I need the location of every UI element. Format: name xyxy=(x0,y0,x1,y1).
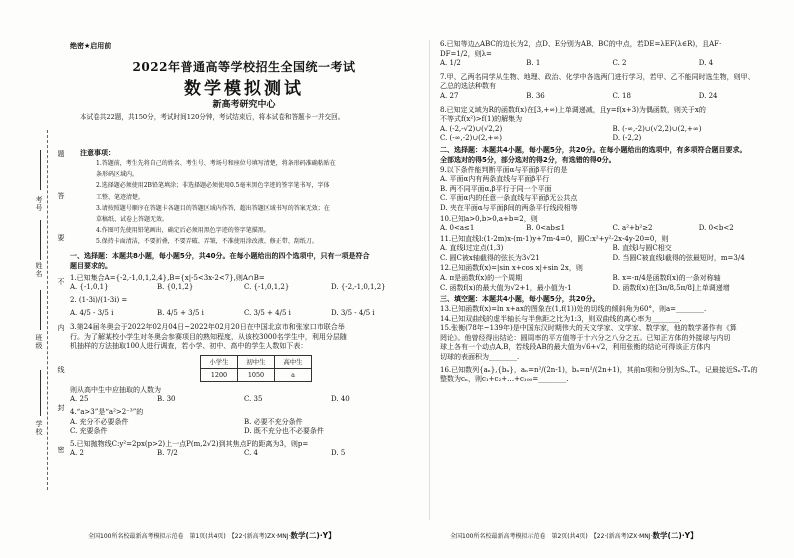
q16-line: 16.已知数列{aₙ},{bₙ}，aₙ=n²/(2n-1)，bₙ=n²/(2n+1)，其前n项和分别为Sₙ,Tₙ，记最接近Sₙ-Tₙ的 xyxy=(440,365,758,374)
seal-label-4: 不 xyxy=(57,278,65,286)
q7-option-b[interactable]: B. 36 xyxy=(526,91,545,100)
q8-line: 不等式f(x²)>f(1)的解集为 xyxy=(440,115,523,124)
section1-heading-cont: 题目要求的。 xyxy=(70,261,112,270)
q4-option-c[interactable]: C. 充要条件 xyxy=(70,427,108,436)
q3-table-header: 高中生 xyxy=(275,355,312,368)
q15-line: 15.张衡(78年~139年)是中国东汉时期伟大的天文学家、文学家、数学家，他的数学著作有《算 xyxy=(440,324,737,333)
notice-item: 草稿纸、试卷上答题无效。 xyxy=(96,216,169,224)
q3-ask: 则从高中生中应抽取的人数为 xyxy=(70,385,161,394)
q8-option-c[interactable]: C. (-∞,-2)∪(2,+∞) xyxy=(440,134,502,143)
seal-line xyxy=(47,130,48,490)
q7-option-c[interactable]: C. 18 xyxy=(612,91,631,100)
q2-options xyxy=(70,309,418,319)
exam-intro: 本试卷共22题，共150分，考试时间120分钟，考试结束后，将本试卷和答题卡一并交回。 xyxy=(80,113,345,121)
q12-option-b[interactable]: B. x=-π/4是函数f(x)的一条对称轴 xyxy=(612,274,721,283)
q3-table-header: 初中生 xyxy=(238,355,275,368)
q1-option-c[interactable]: C. {-1,0,1,2} xyxy=(244,283,290,292)
q7-options xyxy=(440,92,785,102)
footer-left-code: 数学(二)·Y】 xyxy=(290,531,336,540)
notice-item: 条形码区域内。 xyxy=(96,171,139,179)
q7-option-a[interactable]: A. 27 xyxy=(440,91,459,100)
q12-option-a[interactable]: A. π是函数f(x)的一个周期 xyxy=(440,274,523,283)
footer-right-text: 全国100所名校最新高考模拟示范卷 第2页(共4页) 【22·(新高考)ZX·MNJ· xyxy=(450,533,653,540)
q10-stem: 10.已知a>0,b>0,a+b=2，则 xyxy=(440,214,538,223)
q5-option-d[interactable]: D. 5 xyxy=(331,449,346,458)
q5-option-c[interactable]: C. 4 xyxy=(244,449,259,458)
column-divider xyxy=(429,40,430,520)
q12-options-row1 xyxy=(440,274,785,284)
q16-line: 整数为cₙ，则c₁+c₂+…+c₁₀₀=________. xyxy=(440,375,569,384)
q11-option-d[interactable]: D. 当圆C被直线l截得的弦最短时，m=3/4 xyxy=(612,253,745,262)
q7-line: 乙总的选法种数有 xyxy=(440,82,496,91)
field-exam-number-line xyxy=(40,150,41,190)
q4-option-b[interactable]: B. 必要不充分条件 xyxy=(244,417,303,426)
q9-option-c[interactable]: C. 平面α内的任意一条直线与平面β无公共点 xyxy=(440,194,578,203)
q5-options xyxy=(70,449,418,459)
q8-options-row1 xyxy=(440,125,785,135)
q1-options xyxy=(70,283,418,293)
q3-line: 机抽样的方法抽取100人进行调查，若小学、初中、高中的学生人数如下表： xyxy=(70,342,308,351)
q4-option-a[interactable]: A. 充分不必要条件 xyxy=(70,417,129,426)
notice-item: 2.选择题必须使用2B铅笔填涂；非选择题必须使用0.5毫米黑色字迹的签字笔书写，字体 xyxy=(96,182,330,190)
q8-line: 8.已知定义域为R的函数f(x)在[3,+∞)上单调递减，且y=f(x+3)为偶函数，则关于x的 xyxy=(440,105,706,114)
seal-label-3: 要 xyxy=(57,234,65,242)
q1-option-a[interactable]: A. {-1,0,1} xyxy=(70,283,109,292)
q5-option-b[interactable]: B. 7/2 xyxy=(157,449,178,458)
q1-option-b[interactable]: B. {0,1,2} xyxy=(157,283,194,292)
q8-options-row2 xyxy=(440,134,785,144)
q3-option-a[interactable]: A. 25 xyxy=(70,395,89,404)
exam-title: 2022年普通高等学校招生全国统一考试 xyxy=(132,60,356,74)
q15-line: 球上各有一个动点A,B，若线段AB的最大值为√6+√2，利用张衡的结论可得该正方体内 xyxy=(440,343,711,352)
q7-line: 7.甲、乙两名同学从生物、地理、政治、化学中各选两门进行学习，若甲、乙不能同时选生物，则甲、 xyxy=(440,72,755,81)
notice-item: 3.请按照题号顺序在答题卡各题目的答题区域内作答，超出答题区域书写的答案无效；在 xyxy=(96,204,330,212)
q2-option-c[interactable]: C. 3/5 + 4/5 i xyxy=(244,309,291,318)
q3-table xyxy=(200,355,312,382)
confidential-mark: 绝密★启用前 xyxy=(70,42,112,50)
section2-heading-cont: 全部选对的得5分，部分选对的得2分，有选错的得0分。 xyxy=(440,155,616,164)
q9-stem: 9.以下条件能判断平面α与平面β平行的是 xyxy=(440,165,568,174)
q12-stem: 12.已知函数f(x)=|sin x+cos x|+sin 2x，则 xyxy=(440,264,583,273)
q10-option-b[interactable]: B. 0<ab≤1 xyxy=(526,224,566,233)
section3-heading: 三、填空题：本题共4小题，每小题5分，共20分。 xyxy=(440,295,600,304)
field-school-line xyxy=(40,370,41,416)
q6-line: 6.已知等边△ABC的边长为2，点D、E分别为AB、BC的中点，若DE=λEF(λ∈R)，且AF· xyxy=(440,40,722,48)
q2-option-d[interactable]: D. 3/5 - 4/5 i xyxy=(331,309,375,318)
q2-stem: 2. (1-3i)/(1-3i) = xyxy=(70,295,128,304)
q3-option-b[interactable]: B. 30 xyxy=(157,395,176,404)
q6-option-c[interactable]: C. 2 xyxy=(612,59,627,68)
q12-option-c[interactable]: C. 函数f(x)的最大值为√2+1，最小值为-1 xyxy=(440,283,572,292)
q4-options-row1 xyxy=(70,418,418,428)
section1-heading: 一、选择题：本题共8小题，每小题5分，共40分。在每小题给出的四个选项中，只有一项是符合 xyxy=(70,252,370,260)
footer-left xyxy=(88,530,336,541)
field-class-line xyxy=(40,290,41,330)
q3-table-cell: a xyxy=(275,368,312,381)
footer-right xyxy=(450,530,698,541)
q6-option-d[interactable]: D. 4 xyxy=(698,59,714,68)
q7-option-d[interactable]: D. 24 xyxy=(698,91,718,100)
notice-item: 工整、笔迹清楚。 xyxy=(96,193,145,201)
q4-options-row2 xyxy=(70,427,418,437)
q1-stem: 1.已知集合A={-2,-1,0,1,2,4},B={x|-5<3x-2<7},则A∩B= xyxy=(70,273,265,282)
q8-option-d[interactable]: D. (-2,2) xyxy=(612,134,642,143)
q9-option-d[interactable]: D. 夹在平面α与平面β间的两条平行线段相等 xyxy=(440,203,578,212)
q3-option-c[interactable]: C. 35 xyxy=(244,395,263,404)
field-class-label: 班级 xyxy=(35,334,43,350)
q3-option-d[interactable]: D. 40 xyxy=(331,395,350,404)
q11-options-row2 xyxy=(440,254,785,264)
footer-left-text: 全国100所名校最新高考模拟示范卷 第1页(共4页) 【22·(新高考)ZX·MNJ· xyxy=(88,533,291,540)
notice-item: 1.答题前，考生先将自己的姓名、考生号、考场号和座位号填写清楚，将条形码准确粘贴在 xyxy=(96,160,336,167)
q11-options-row1 xyxy=(440,244,785,254)
q11-option-a[interactable]: A. 直线l过定点(1,3) xyxy=(440,244,504,253)
seal-label-6: 线 xyxy=(57,366,65,374)
q10-option-c[interactable]: C. a²+b²≥2 xyxy=(612,224,653,233)
q3-table-cell: 1050 xyxy=(238,368,275,381)
q10-option-d[interactable]: D. 0<b<2 xyxy=(698,224,734,233)
field-name-line xyxy=(40,220,41,260)
section2-heading: 二、选择题：本题共4小题，每小题5分，共20分。在每小题给出的选项中，有多项符合题目要求。 xyxy=(440,145,747,154)
q15-line: 切球的表面积为________. xyxy=(440,353,520,362)
left-column xyxy=(70,252,418,459)
exam-publisher: 新高考研究中心 xyxy=(212,100,276,110)
q8-option-b[interactable]: B. (-∞,-2)∪(√2,2)∪(2,+∞) xyxy=(612,124,702,133)
q3-options xyxy=(70,395,418,405)
footer-right-code: 数学(二)·Y】 xyxy=(652,531,698,540)
field-exam-number-label: 考号 xyxy=(35,196,43,212)
q5-stem: 5.已知抛物线C:y²=2px(p>2)上一点P(m,2√2)到其焦点F的距离为3，则p= xyxy=(70,439,309,448)
notice-item: 5.保持卡面清洁，不要折叠，不要弄破、弄皱，不准使用涂改液、修正带、刮纸刀。 xyxy=(96,238,318,246)
q9-option-a[interactable]: A. 平面α内有两条直线与平面β平行 xyxy=(440,175,550,184)
q15-line: 罔论》。他曾经得出结论：圆周率的平方值等于十六分之八分之五。已知正方体的外接球与内切 xyxy=(440,333,731,342)
q6-option-b[interactable]: B. 1 xyxy=(526,59,541,68)
q13: 13.已知函数f(x)=ln x+ax的图象在(1,f(1))处的切线的倾斜角为60°，则a=________. xyxy=(440,305,707,314)
q3-table-cell: 1200 xyxy=(201,368,238,381)
q8-option-a[interactable]: A. (-2,-√2)∪(√2,2) xyxy=(440,124,503,133)
seal-label-5: 内 xyxy=(57,324,65,332)
q10-option-a[interactable]: A. 0<a≤1 xyxy=(440,224,475,233)
q3-table-header: 小学生 xyxy=(201,355,238,368)
seal-label-8: 密 xyxy=(57,446,65,454)
q4-option-d[interactable]: D. 既不充分也不必要条件 xyxy=(244,427,324,436)
q2-option-a[interactable]: A. 4/5 - 3/5 i xyxy=(70,309,114,318)
notice-item: 4.作图可先使用铅笔画出，确定后必须用黑色字迹的签字笔描黑。 xyxy=(96,227,270,235)
q11-option-b[interactable]: B. 直线l与圆C相交 xyxy=(612,244,672,253)
q6-line: DF=1/2，则λ= xyxy=(440,49,492,58)
exam-subject-title: 数学模拟测试 xyxy=(184,79,304,99)
q2-option-b[interactable]: B. 4/5 + 3/5 i xyxy=(157,309,204,318)
q3-line: 行。为了解某校小学生对冬奥会参赛项目的熟知程度，从该校3000名学生中，利用分层随 xyxy=(70,332,347,341)
q14: 14.已知双曲线的虚半轴长与半焦距之比为1:3，则双曲线的离心率为________. xyxy=(440,314,682,323)
q12-option-d[interactable]: D. 函数f(x)在[3π/8,5π/8]上单调递增 xyxy=(612,283,730,292)
q1-option-d[interactable]: D. {-2,-1,0,1,2} xyxy=(331,283,386,292)
right-column xyxy=(440,40,785,385)
q6-options xyxy=(440,59,785,69)
seal-label-7: 封 xyxy=(57,404,65,412)
binding-margin xyxy=(0,0,66,540)
field-name-label: 姓名 xyxy=(35,262,43,278)
q5-option-a[interactable]: A. 2 xyxy=(70,449,84,458)
q9-option-b[interactable]: B. 两不同平面α,β平行于同一个平面 xyxy=(440,184,552,193)
notice-list xyxy=(86,158,412,248)
q6-option-a[interactable]: A. 1/2 xyxy=(440,59,461,68)
field-school-label: 学校 xyxy=(35,420,43,436)
q3-table-wrap xyxy=(70,352,418,386)
notice-title: 注意事项： xyxy=(80,149,115,157)
q11-option-c[interactable]: C. 圆C被x轴截得的弦长为3√21 xyxy=(440,253,540,262)
seal-label-2: 答 xyxy=(57,192,65,200)
seal-label-1: 题 xyxy=(57,150,65,158)
q12-options-row2 xyxy=(440,284,785,294)
q11-stem: 11.已知直线l:(1-2m)x-(m-1)y+7m-4=0，圆C:x²+y²-2x-4y-20=0，则 xyxy=(440,234,669,243)
q10-options xyxy=(440,224,785,234)
q4-stem: 4.“a>3”是“a²>2⁻³”的 xyxy=(70,407,144,416)
q3-line: 3.第24届冬奥会于2022年02月04日~2022年02月20日在中国北京市和张家口市联合举 xyxy=(70,322,345,331)
